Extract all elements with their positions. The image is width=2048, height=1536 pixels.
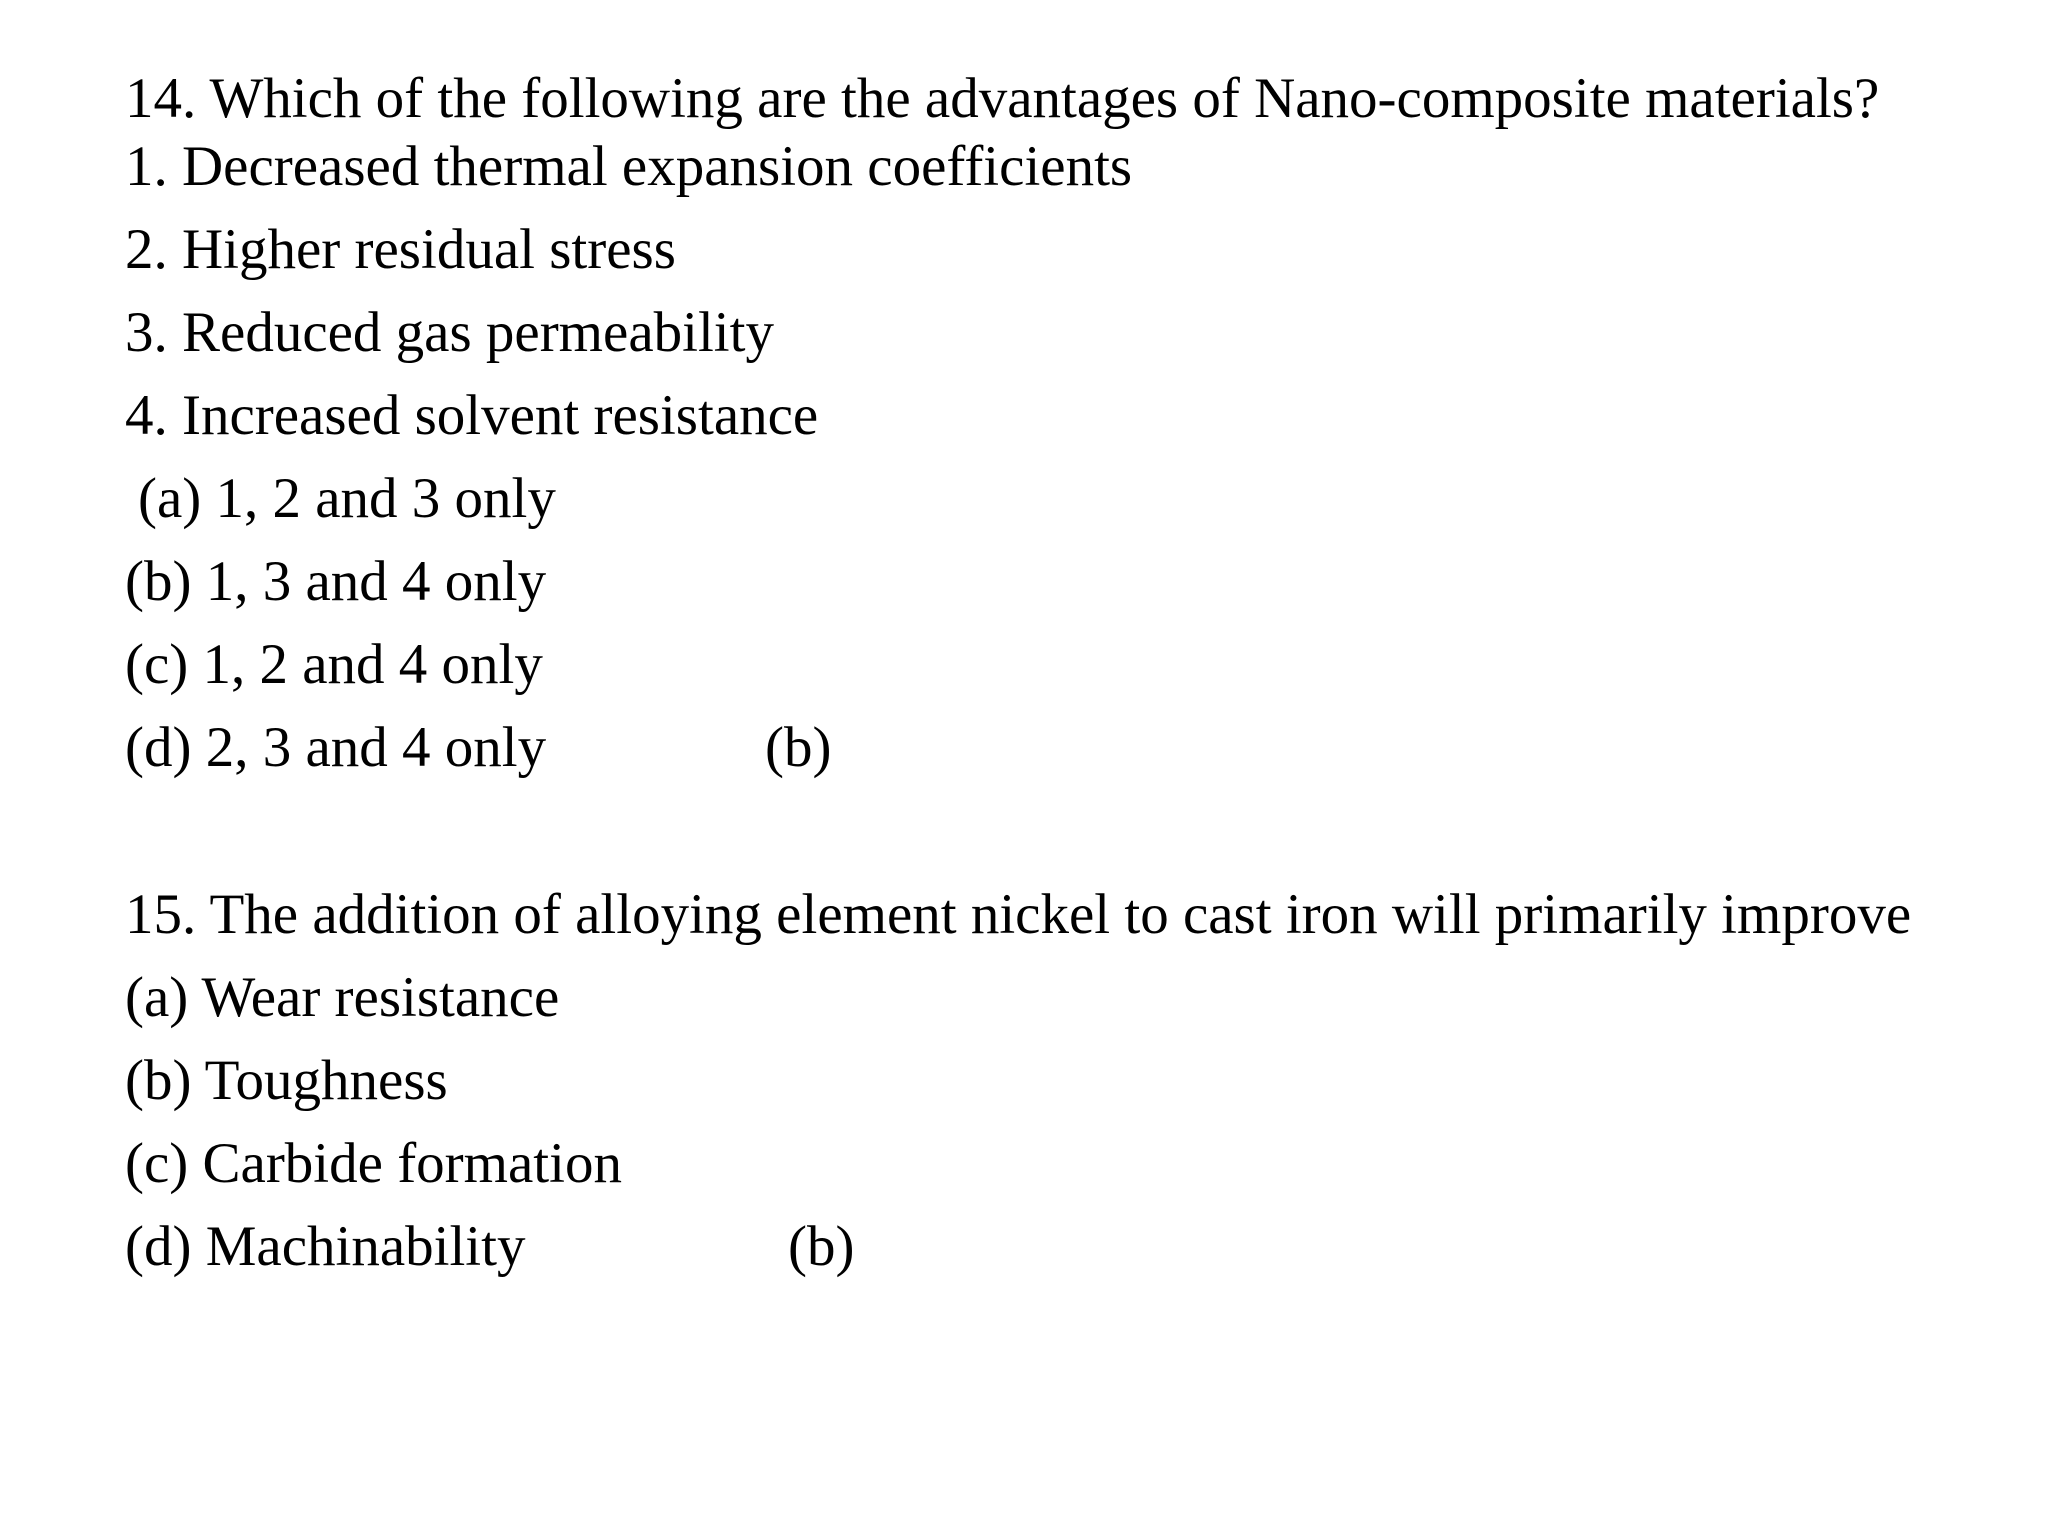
question-14-answer: (b) — [765, 716, 832, 779]
question-15-answer: (b) — [788, 1215, 855, 1278]
question-14-option-c: (c) 1, 2 and 4 only — [125, 633, 543, 696]
question-14-statement-2: 2. Higher residual stress — [125, 218, 676, 281]
question-14-option-a: (a) 1, 2 and 3 only — [138, 467, 556, 530]
question-14-statement-3: 3. Reduced gas permeability — [125, 301, 774, 364]
question-15-option-c: (c) Carbide formation — [125, 1132, 622, 1195]
question-14-statement-1: 1. Decreased thermal expansion coefficients — [125, 135, 1133, 198]
question-15-option-b: (b) Toughness — [125, 1049, 448, 1112]
question-14-stem: 14. Which of the following are the advantages of Nano-composite materials? — [125, 67, 1880, 130]
question-15-stem: 15. The addition of alloying element nickel to cast iron will primarily improve — [125, 883, 1912, 946]
question-15-option-a: (a) Wear resistance — [125, 966, 560, 1029]
question-14-option-b: (b) 1, 3 and 4 only — [125, 550, 547, 613]
question-14-option-d: (d) 2, 3 and 4 only — [125, 716, 547, 779]
question-15-option-d: (d) Machinability — [125, 1215, 526, 1278]
question-14-statement-4: 4. Increased solvent resistance — [125, 384, 819, 447]
